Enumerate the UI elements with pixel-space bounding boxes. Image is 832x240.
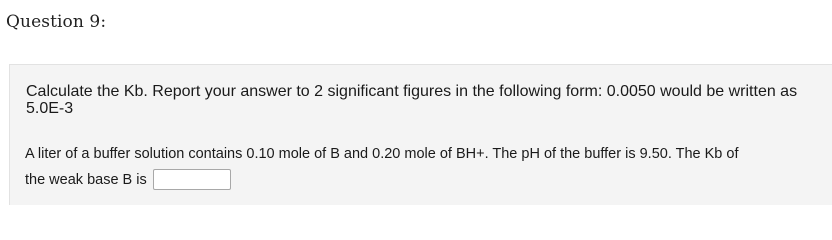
problem-text <box>25 141 825 193</box>
problem-text-line2: the weak base B is <box>25 172 147 188</box>
question-box <box>9 64 832 205</box>
answer-input[interactable] <box>153 169 231 190</box>
question-title: Question 9: <box>6 12 107 32</box>
problem-text-line1: A liter of a buffer solution contains 0.10 mole of B and 0.20 mole of BH+. The pH of the buffer is 9.50. The Kb of <box>25 146 739 162</box>
question-instructions: Calculate the Kb. Report your answer to 2 significant figures in the following form: 0.0050 would be written as 5.0E-3 <box>26 83 798 117</box>
